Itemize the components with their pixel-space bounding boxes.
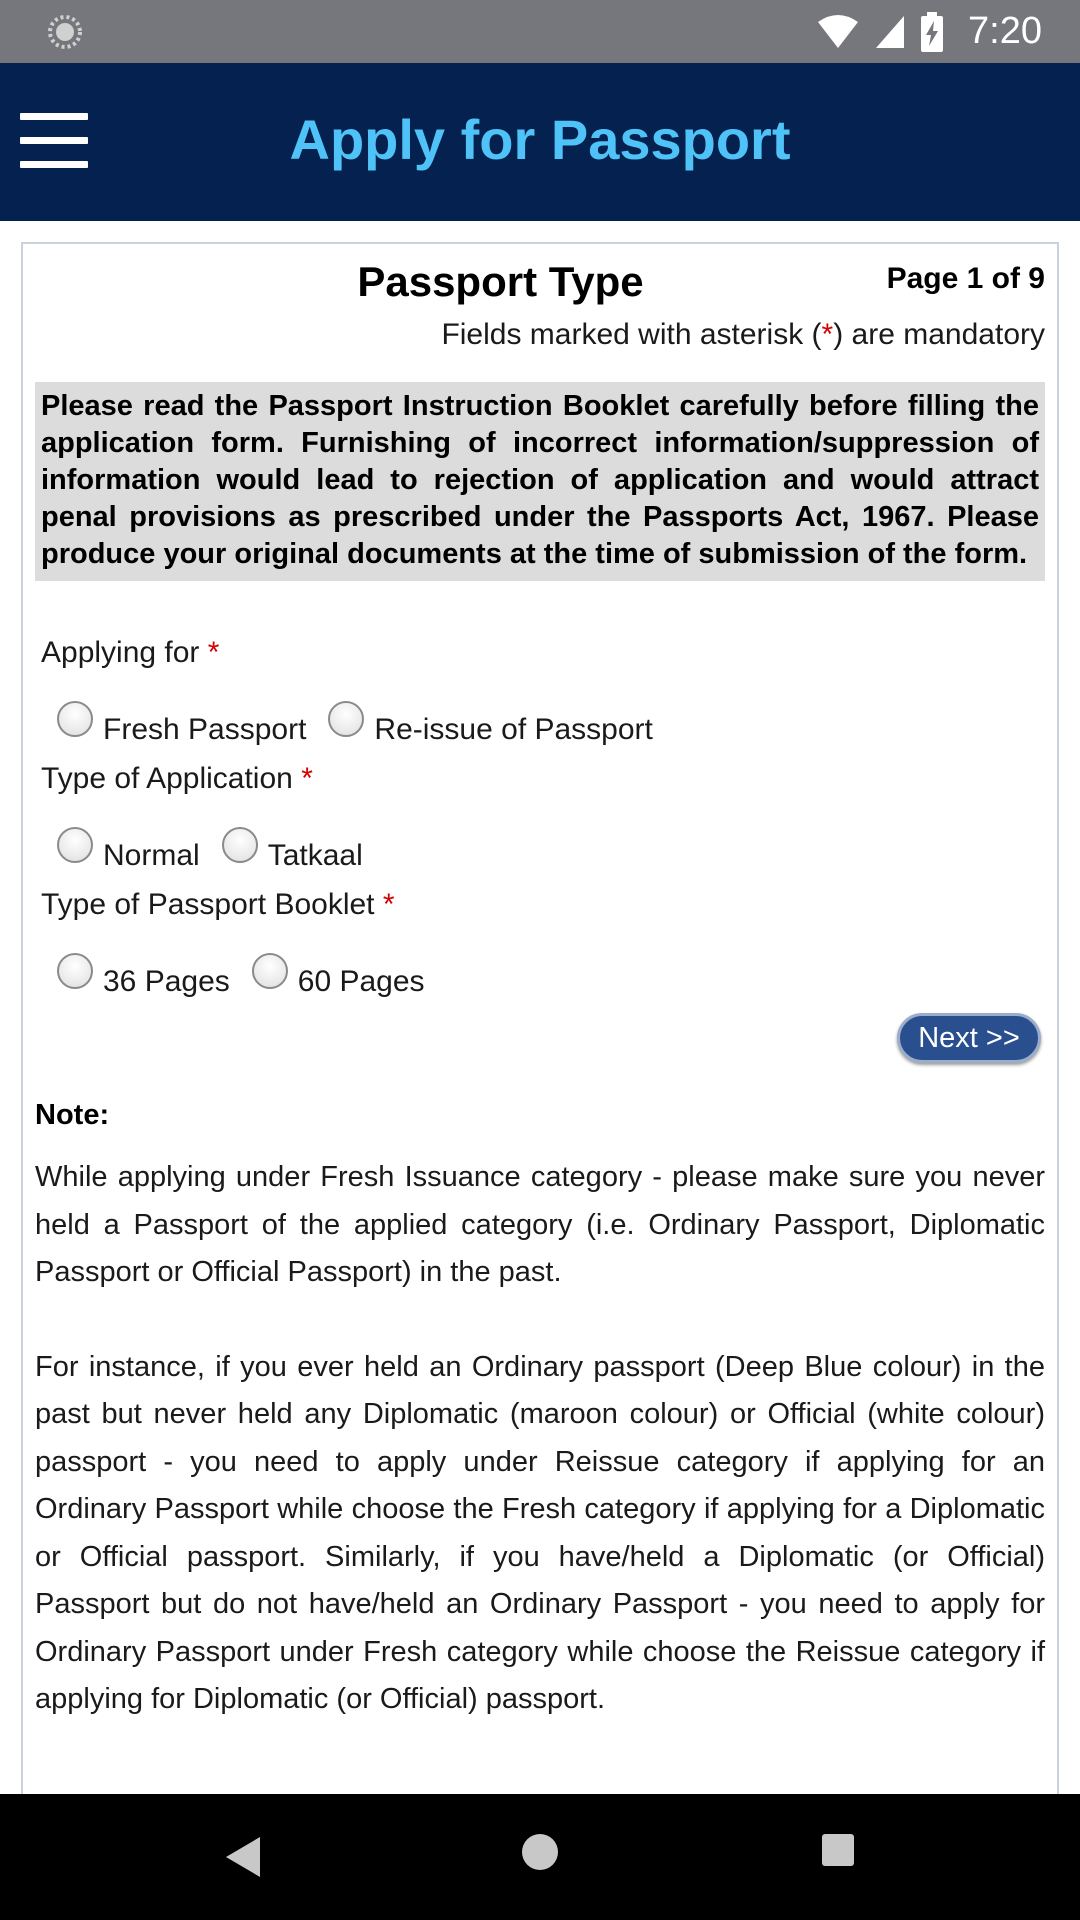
applying-for-options — [35, 671, 1045, 761]
status-bar — [0, 0, 1080, 63]
app-bar — [0, 63, 1080, 221]
booklet-type-options — [35, 923, 1045, 1013]
fresh-passport-radio[interactable] — [57, 701, 93, 737]
60-pages-label: 60 Pages — [297, 965, 425, 998]
note-paragraph: For instance, if you ever held an Ordinary passport (Deep Blue colour) in the past but never held any Diplomatic (maroon colour) or Official (white colour) passport - you need to apply under Reissue category if applying for an Ordinary Passport while choose the Fresh category if applying for a Diplomatic or Official passport. Similarly, if you have/held a Diplomatic (or Official) Passport but do not have/held an Ordinary Passport - you need to apply for Ordinary Passport under Fresh category while choose the Reissue category if applying for Diplomatic (or Official) passport. — [35, 1350, 1045, 1715]
status-time: 7:20 — [968, 10, 1042, 52]
section-title: Passport Type — [357, 258, 644, 305]
card-header — [23, 244, 1057, 304]
fresh-passport-option[interactable] — [57, 701, 306, 747]
app-title: Apply for Passport — [289, 108, 791, 171]
instruction-box: Please read the Passport Instruction Booklet carefully before filling the application form. Furnishing of incorrect information/suppression of information would lead to rejection of application and would attract penal provisions as prescribed under the Passports Act, 1967. Please produce your original documents at the time of submission of the form. — [35, 382, 1045, 581]
required-asterisk: * — [207, 636, 220, 669]
required-asterisk: * — [301, 762, 313, 795]
loading-circle-icon — [46, 13, 84, 51]
tatkaal-radio[interactable] — [222, 827, 258, 863]
mandatory-note-prefix: Fields marked with asterisk ( — [441, 318, 822, 351]
note-paragraph: While applying under Fresh Issuance category - please make sure you never held a Passport of the applied category (i.e. Ordinary Passport, Diplomatic Passport or Official Passport) in the past. — [35, 1161, 1045, 1288]
wifi-icon — [816, 14, 860, 50]
next-row — [23, 1013, 1057, 1075]
required-asterisk: * — [382, 888, 395, 921]
reissue-passport-option[interactable] — [328, 701, 652, 747]
navigation-bar — [0, 1794, 1080, 1920]
normal-option[interactable] — [57, 827, 200, 873]
signal-icon — [874, 14, 906, 50]
next-button[interactable]: Next >> — [897, 1013, 1041, 1063]
application-type-label-text: Type of Application — [41, 762, 293, 795]
booklet-type-label — [41, 887, 1045, 923]
recent-apps-icon[interactable] — [822, 1834, 854, 1866]
tatkaal-option[interactable] — [222, 827, 363, 873]
required-asterisk: * — [821, 318, 834, 351]
normal-radio[interactable] — [57, 827, 93, 863]
application-type-label — [41, 761, 1045, 797]
applying-for-label-text: Applying for — [41, 636, 200, 669]
mandatory-note — [23, 318, 1057, 352]
back-icon[interactable] — [222, 1835, 262, 1879]
applying-for-label — [41, 635, 1045, 671]
36-pages-radio[interactable] — [57, 953, 93, 989]
36-pages-label: 36 Pages — [103, 965, 230, 998]
normal-label: Normal — [103, 839, 200, 872]
battery-charging-icon — [920, 12, 944, 52]
passport-type-card — [21, 242, 1059, 1822]
tatkaal-label: Tatkaal — [267, 839, 363, 872]
page-indicator: Page 1 of 9 — [886, 262, 1045, 295]
note-title: Note: — [35, 1099, 110, 1131]
fresh-passport-label: Fresh Passport — [103, 713, 307, 746]
mandatory-note-suffix: ) are mandatory — [833, 318, 1045, 351]
home-icon[interactable] — [522, 1834, 558, 1870]
60-pages-option[interactable] — [252, 953, 425, 999]
36-pages-option[interactable] — [57, 953, 230, 999]
reissue-passport-label: Re-issue of Passport — [374, 713, 653, 746]
status-icons — [816, 0, 1042, 63]
booklet-type-label-text: Type of Passport Booklet — [41, 888, 375, 921]
60-pages-radio[interactable] — [252, 953, 288, 989]
application-type-options — [35, 797, 1045, 887]
reissue-passport-radio[interactable] — [328, 701, 364, 737]
passport-type-form — [23, 635, 1057, 1013]
